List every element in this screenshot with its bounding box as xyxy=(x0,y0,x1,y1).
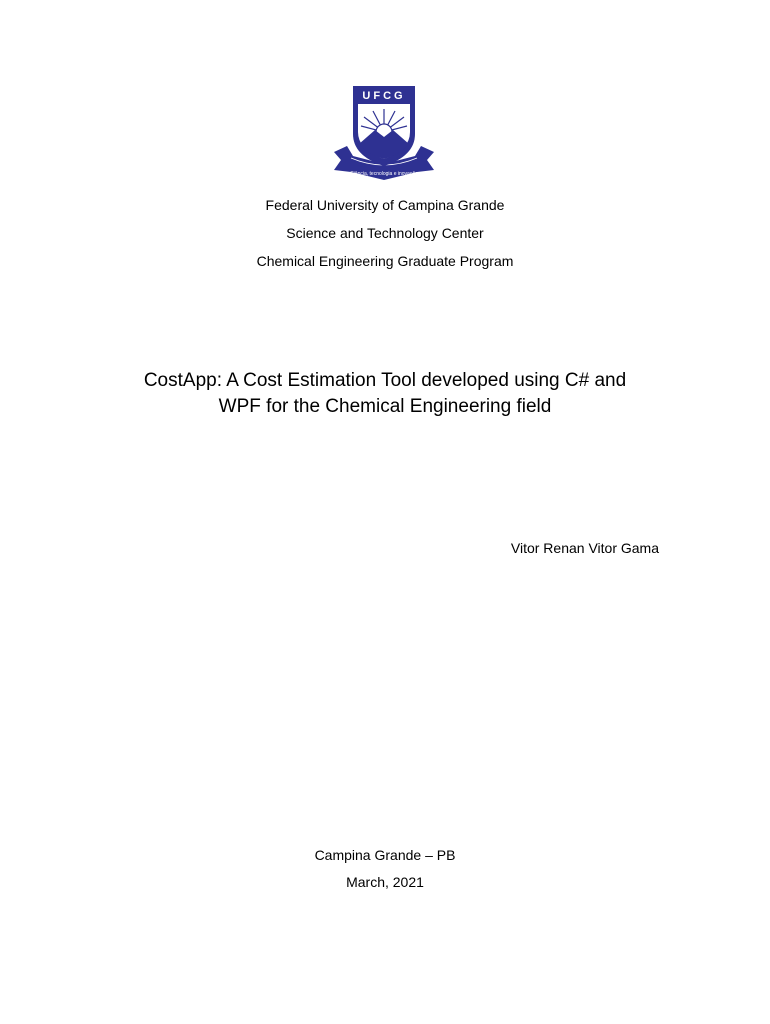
ufcg-logo xyxy=(331,82,437,184)
logo-motto: Ciência, tecnologia e inovação xyxy=(350,171,418,177)
thesis-title xyxy=(60,368,710,420)
program-name: Chemical Engineering Graduate Program xyxy=(256,253,514,269)
date: March, 2021 xyxy=(346,874,424,890)
author-name: Vitor Renan Vitor Gama xyxy=(510,540,659,556)
center-name: Science and Technology Center xyxy=(286,225,484,241)
thesis-title-line-2: WPF for the Chemical Engineering field xyxy=(218,396,552,417)
place: Campina Grande – PB xyxy=(314,847,456,863)
thesis-title-line-1: CostApp: A Cost Estimation Tool developed using C# and xyxy=(143,370,627,391)
logo-acronym: UFCG xyxy=(362,90,406,102)
university-name: Federal University of Campina Grande xyxy=(265,197,505,213)
